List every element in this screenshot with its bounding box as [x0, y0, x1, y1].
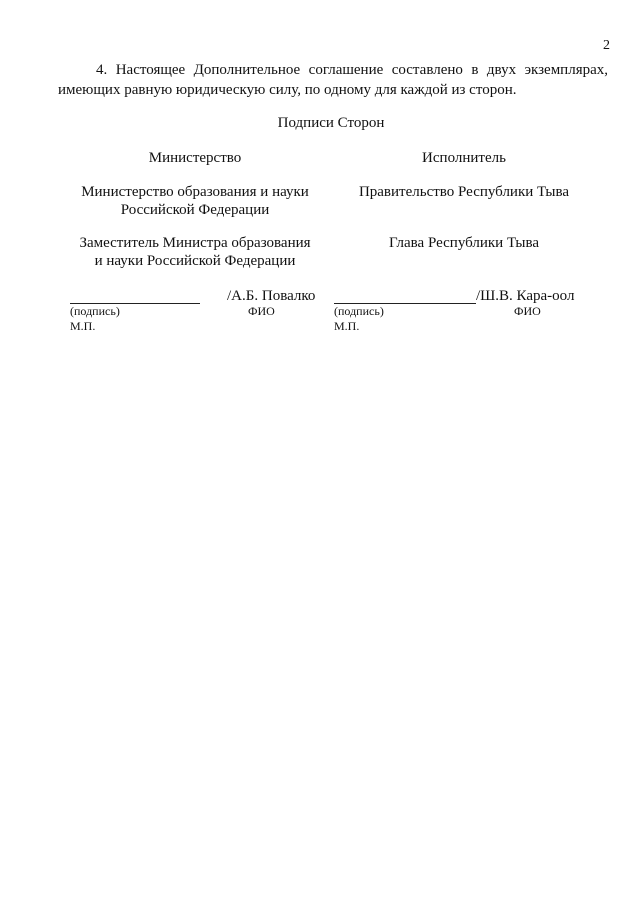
clause-line-2: имеющих равную юридическую силу, по одному для каждой из сторон. — [58, 82, 517, 98]
signatures-title: Подписи Сторон — [277, 115, 385, 131]
executor-signature-block — [334, 288, 584, 338]
ministry-organization — [60, 183, 330, 219]
executor-fio-caption: ФИО — [514, 304, 541, 318]
executor-stamp-caption: М.П. — [334, 319, 360, 333]
ministry-signer-name: /А.Б. Повалко — [227, 288, 316, 304]
ministry-organization-line-1: Министерство образования и науки — [81, 184, 309, 200]
ministry-heading: Министерство — [148, 150, 242, 166]
executor-position — [330, 234, 598, 252]
ministry-position-line-1: Заместитель Министра образования — [79, 235, 311, 251]
executor-position-line-1: Глава Республики Тыва — [388, 235, 539, 251]
ministry-signature-caption: (подпись) — [70, 304, 120, 318]
ministry-stamp-caption: М.П. — [70, 319, 96, 333]
executor-organization-line-1: Правительство Республики Тыва — [358, 184, 570, 200]
page-number: 2 — [603, 38, 610, 53]
clause-line-1: 4. Настоящее Дополнительное соглашение составлено в двух экземплярах, — [96, 62, 608, 78]
ministry-fio-caption: ФИО — [248, 304, 275, 318]
executor-heading: Исполнитель — [422, 150, 506, 166]
ministry-organization-line-2: Российской Федерации — [120, 202, 270, 218]
executor-signer-name: /Ш.В. Кара-оол — [476, 288, 575, 304]
ministry-position-line-2: и науки Российской Федерации — [94, 253, 296, 269]
executor-signature-caption: (подпись) — [334, 304, 384, 318]
ministry-position — [60, 234, 330, 270]
executor-organization — [330, 183, 598, 201]
clause-paragraph — [58, 60, 608, 100]
ministry-signature-block — [70, 288, 320, 338]
